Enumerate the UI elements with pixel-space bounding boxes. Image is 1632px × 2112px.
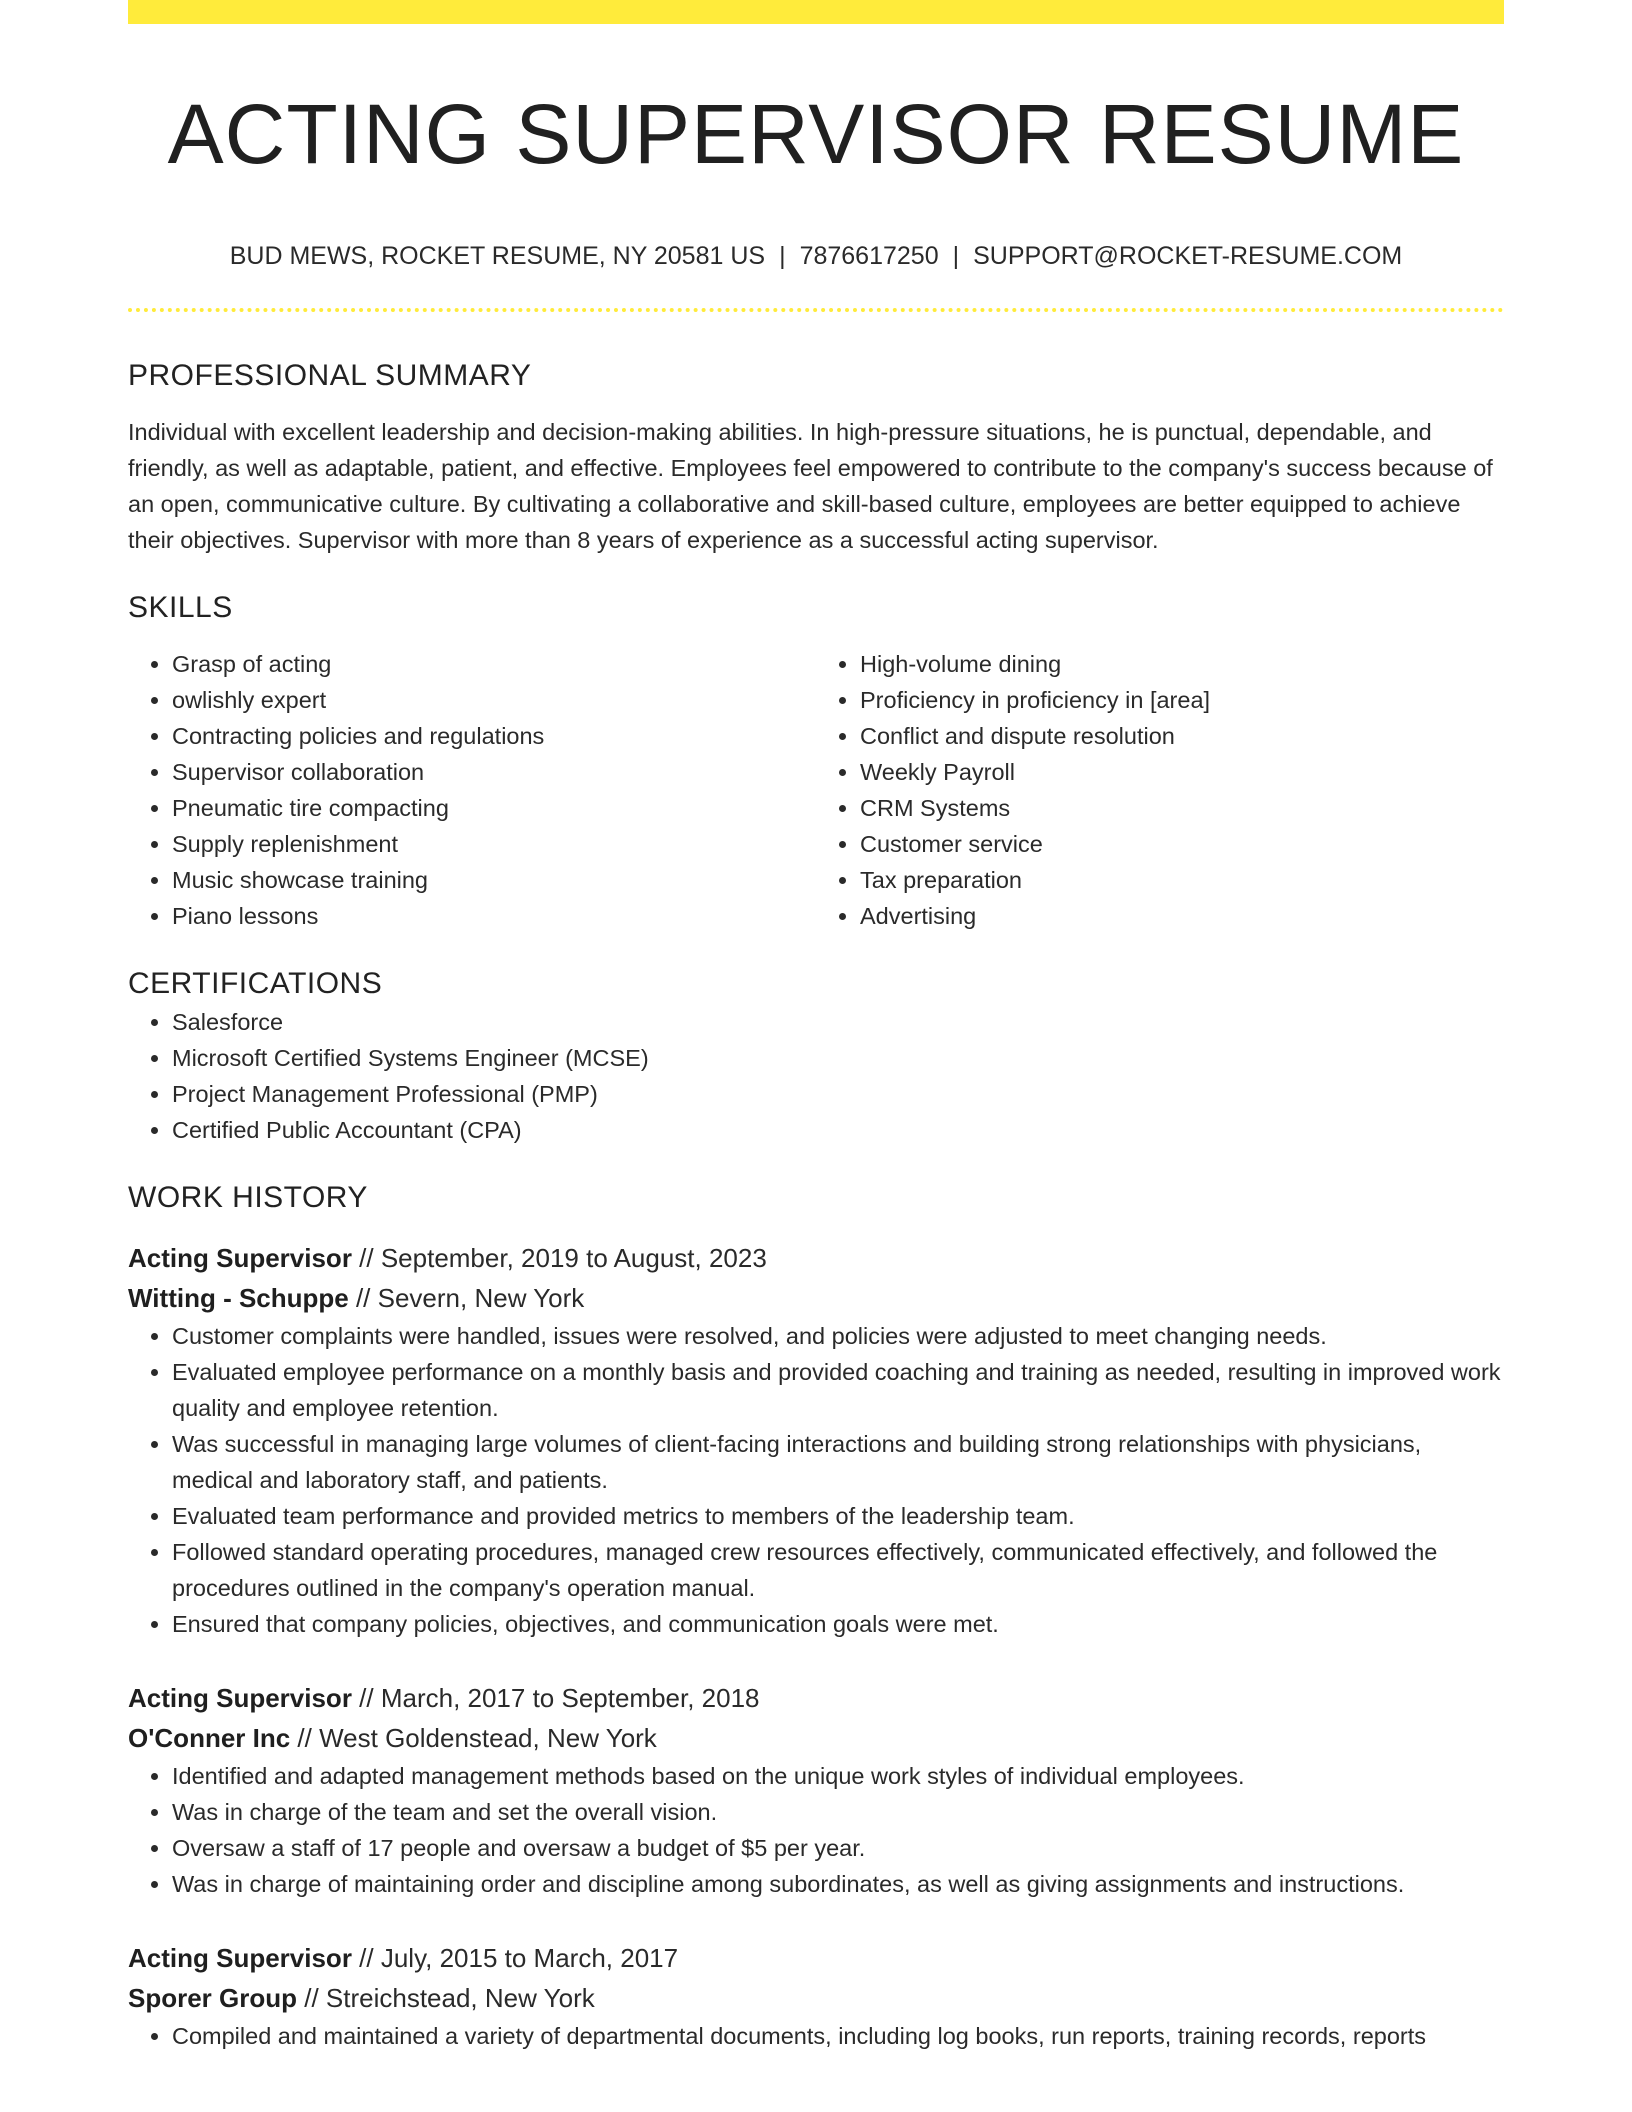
skill-item: • Grasp of acting	[172, 646, 816, 682]
resume-page	[128, 0, 1504, 2054]
top-accent-bar	[128, 0, 1504, 24]
job-location: // West Goldenstead, New York	[290, 1723, 657, 1753]
certification-item: • Microsoft Certified Systems Engineer (MCSE)	[172, 1040, 1504, 1076]
job-company: Sporer Group	[128, 1983, 298, 2013]
job-entry	[128, 1238, 1504, 1642]
summary-text: Individual with excellent leadership and decision-making abilities. In high-pressure situations, he is punctual, dependable, and friendly, as well as adaptable, patient, and effective. Employees feel empowered to contribute to the company's success because of an open, communicative culture. By cultivating a collaborative and skill-based culture, employees are better equipped to achieve their objectives. Supervisor with more than 8 years of experience as a successful acting supervisor.	[128, 419, 1493, 553]
skills-grid	[128, 646, 1504, 934]
job-role: Acting Supervisor	[128, 1683, 352, 1713]
skills-right-list	[816, 646, 1504, 934]
job-bullet: • Ensured that company policies, objectives, and communication goals were met.	[172, 1606, 1504, 1642]
job-bullet: • Oversaw a staff of 17 people and oversaw a budget of $5 per year.	[172, 1830, 1504, 1866]
job-bullet: • Was successful in managing large volumes of client-facing interactions and building strong relationships with physicians, medical and laboratory staff, and patients.	[172, 1426, 1504, 1498]
skill-item: • Weekly Payroll	[860, 754, 1504, 790]
job-bullet: • Evaluated employee performance on a monthly basis and provided coaching and training as needed, resulting in improved work quality and employee retention.	[172, 1354, 1504, 1426]
skill-item: • CRM Systems	[860, 790, 1504, 826]
contact-line	[128, 240, 1504, 272]
skill-item: • Tax preparation	[860, 862, 1504, 898]
job-bullet: • Identified and adapted management methods based on the unique work styles of individual employees.	[172, 1758, 1504, 1794]
certification-item: • Project Management Professional (PMP)	[172, 1076, 1504, 1112]
job-dates: // March, 2017 to September, 2018	[351, 1683, 760, 1713]
job-bullet: • Followed standard operating procedures, managed crew resources effectively, communicated effectively, and followed the procedures outlined in the company's operation manual.	[172, 1534, 1504, 1606]
contact-address: BUD MEWS, ROCKET RESUME, NY 20581 US	[229, 242, 766, 270]
job-location: // Streichstead, New York	[297, 1983, 595, 2013]
skill-item: • owlishly expert	[172, 682, 816, 718]
job-bullets	[128, 1318, 1504, 1642]
job-company-line	[128, 1978, 1504, 2018]
job-location: // Severn, New York	[348, 1283, 585, 1313]
job-company-line	[128, 1278, 1504, 1318]
skill-item: • Contracting policies and regulations	[172, 718, 816, 754]
job-bullet: • Was in charge of the team and set the overall vision.	[172, 1794, 1504, 1830]
skill-item: • Conflict and dispute resolution	[860, 718, 1504, 754]
job-dates: // July, 2015 to March, 2017	[351, 1943, 679, 1973]
job-entry	[128, 1678, 1504, 1902]
job-role: Acting Supervisor	[128, 1943, 352, 1973]
skill-item: • Music showcase training	[172, 862, 816, 898]
skill-item: • High-volume dining	[860, 646, 1504, 682]
job-company: Witting - Schuppe	[128, 1283, 349, 1313]
skill-item: • Supervisor collaboration	[172, 754, 816, 790]
skill-item: • Proficiency in proficiency in [area]	[860, 682, 1504, 718]
job-bullets	[128, 2018, 1504, 2054]
certification-item: • Certified Public Accountant (CPA)	[172, 1112, 1504, 1148]
skills-left-list	[128, 646, 816, 934]
dotted-divider	[128, 308, 1504, 312]
contact-phone: 7876617250	[799, 242, 939, 270]
summary-heading: PROFESSIONAL SUMMARY	[128, 359, 532, 392]
job-dates: // September, 2019 to August, 2023	[351, 1243, 767, 1273]
job-role: Acting Supervisor	[128, 1243, 352, 1273]
job-bullet: • Compiled and maintained a variety of departmental documents, including log books, run reports, training records, reports	[172, 2018, 1504, 2054]
job-bullet: • Was in charge of maintaining order and discipline among subordinates, as well as giving assignments and instructions.	[172, 1866, 1504, 1902]
certification-item: • Salesforce	[172, 1004, 1504, 1040]
certifications-heading: CERTIFICATIONS	[128, 967, 383, 1000]
contact-separator: |	[779, 242, 786, 270]
certifications-list	[128, 1004, 1504, 1148]
job-role-line	[128, 1938, 1504, 1978]
skill-item: • Supply replenishment	[172, 826, 816, 862]
skill-item: • Pneumatic tire compacting	[172, 790, 816, 826]
job-role-line	[128, 1238, 1504, 1278]
job-role-line	[128, 1678, 1504, 1718]
job-bullet: • Evaluated team performance and provided metrics to members of the leadership team.	[172, 1498, 1504, 1534]
skill-item: • Piano lessons	[172, 898, 816, 934]
contact-email: SUPPORT@ROCKET-RESUME.COM	[973, 242, 1403, 270]
job-entry	[128, 1938, 1504, 2054]
page-title: ACTING SUPERVISOR RESUME	[167, 87, 1465, 181]
work-history-heading: WORK HISTORY	[128, 1181, 368, 1214]
skill-item: • Customer service	[860, 826, 1504, 862]
job-bullet: • Customer complaints were handled, issues were resolved, and policies were adjusted to meet changing needs.	[172, 1318, 1504, 1354]
job-company-line	[128, 1718, 1504, 1758]
skills-heading: SKILLS	[128, 591, 233, 624]
job-bullets	[128, 1758, 1504, 1902]
skill-item: • Advertising	[860, 898, 1504, 934]
contact-separator: |	[952, 242, 960, 270]
job-company: O'Conner Inc	[128, 1723, 291, 1753]
